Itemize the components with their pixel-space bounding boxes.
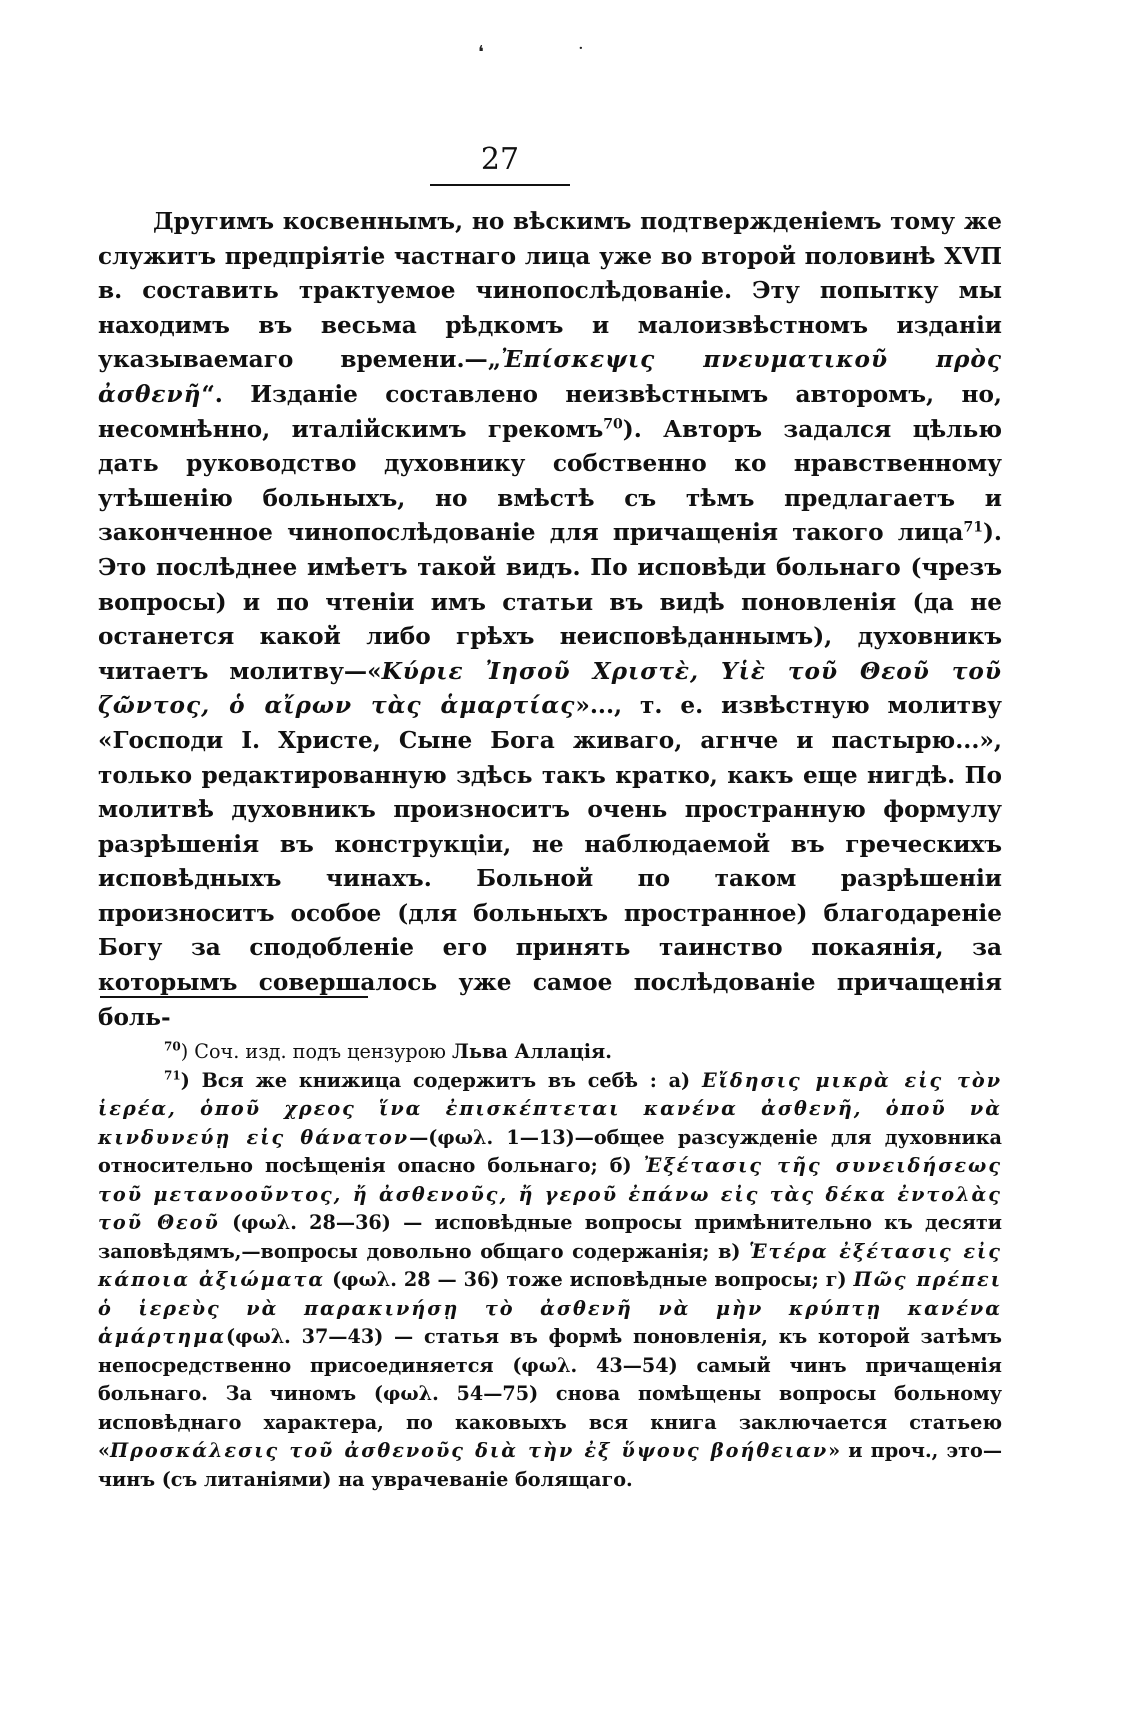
text-run: (φωλ. 28—36) — исповѣдные вопросы примѣнительно къ десяти заповѣдямъ,—вопросы довольно общаго содержанія; в) xyxy=(98,1211,1002,1263)
greek-quotation: Ἑτέρα ἐξέτασις εἰς κάποια ἀξιώματα xyxy=(98,1239,1002,1291)
text-run: Льва Аллація. xyxy=(452,1040,612,1063)
text-run: »..., т. е. извѣстную молитву «Господи І. Христе, Сыне Бога живаго, агнче и пастырю...», только редактированную здѣсь такъ кратко, какъ еще нигдѣ. По молитвѣ духовникъ произноситъ очень пространную формулу разрѣшенія въ конструкціи, не наблюдаемой въ греческихъ исповѣдныхъ чинахъ. Больной по таком разрѣшеніи произноситъ особое (для больныхъ пространное) благодареніе Богу за сподобленіе его принять таинство покаянія, за которымъ совершалось уже самое послѣдованіе причащенія боль- xyxy=(98,692,1002,1031)
footnote-separator xyxy=(100,996,368,998)
text-run: Другимъ косвеннымъ, но вѣскимъ подтвержденіемъ тому же служитъ предпріятіе частнаго лица уже во второй половинѣ XVП в. составить трактуемое чинопослѣдованіе. Эту попытку мы находимъ въ весьма рѣдкомъ и малоизвѣстномъ изданіи указываемаго времени.—„ xyxy=(98,208,1002,374)
footnote-reference: 70 xyxy=(603,415,623,432)
footnote-reference: 70 xyxy=(164,1039,181,1054)
greek-quotation: Εἴδησις μικρὰ εἰς τὸν ἱερέα, ὁποῦ χρεος ἵνα ἐπισκέπτεται κανένα ἀσθενῆ, ὁποῦ νὰ κινδυνεύῃ εἰς θάνατον xyxy=(98,1068,1003,1149)
text-run: —(φωλ. 1—13)—общее разсужденіе для духовника относительно посѣщенія опасно больнаго; б) xyxy=(98,1125,1002,1177)
page-number-rule xyxy=(430,184,570,186)
text-run: ) Соч. изд. подъ цензурою xyxy=(180,1040,453,1063)
greek-quotation: Πῶς πρέπει ὁ ἱερεὺς νὰ παρακινήσῃ τὸ ἀσθενῆ νὰ μὴν κρύπτῃ κανένα ἁμάρτημα xyxy=(98,1268,1003,1348)
greek-quotation: Ἐξέτασις τῆς συνειδήσεως τοῦ μετανοοῦντος, ἤ ἀσθενοῦς, ἤ γεροῦ ἐπάνω εἰς τὰς δέκα ἐντολὰς τοῦ Θεοῦ xyxy=(98,1154,1003,1234)
main-text xyxy=(98,205,1002,1035)
ink-speck: · xyxy=(578,38,584,59)
text-run: ). Это послѣднее имѣетъ такой видъ. По исповѣди больнаго (чрезъ вопросы) и по чтеніи имъ статьи въ видѣ поновленія (да не останется какой либо грѣхъ неисповѣданнымъ), духовникъ читаетъ молитву—« xyxy=(98,519,1002,685)
greek-quotation: Κύριε Ἰησοῦ Χριστὲ, Υἱὲ τοῦ Θεοῦ τοῦ ζῶντος, ὁ αἴρων τὰς ἁμαρτίας xyxy=(98,657,1002,720)
text-run: » и проч., это—чинъ (съ литаніями) на уврачеваніе болящаго. xyxy=(98,1439,1003,1491)
page-number: 27 xyxy=(480,142,520,177)
footnote xyxy=(98,1038,1002,1067)
greek-quotation: Προσκάλεσις τοῦ ἀσθενοῦς διὰ τὴν ἐξ ὕψους βοήθειαν xyxy=(110,1439,829,1462)
ink-speck: ❛ xyxy=(478,42,484,63)
text-run: “. Изданіе составлено неизвѣстнымъ авторомъ, но, несомнѣнно, италійскимъ грекомъ xyxy=(98,380,1002,443)
footnote-reference: 71 xyxy=(963,519,983,536)
text-run: (φωλ. 37—43) — статья въ формѣ поновленія, къ которой затѣмъ непосредственно присоединяется (φωλ. 43—54) самый чинъ причащенія больнаго. За чиномъ (φωλ. 54—75) снова помѣщены вопросы больному исповѣднаго характера, по каковыхъ вся книга заключается статьею « xyxy=(98,1325,1002,1462)
greek-quotation: Ἐπίσκεψις πνευματικοῦ πρὸς ἀσθενῆ xyxy=(98,346,1002,408)
footnote-reference: 71 xyxy=(164,1068,181,1083)
text-run: ) Вся же книжица содержитъ въ себѣ : а) xyxy=(180,1068,702,1092)
footnote xyxy=(98,1067,1002,1495)
footnotes xyxy=(98,1038,1002,1494)
text-run: (φωλ. 28 — 36) тоже исповѣдные вопросы; г) xyxy=(325,1268,854,1291)
body-paragraph xyxy=(98,205,1002,1035)
text-run: ). Авторъ задался цѣлью дать руководство духовнику собственно ко нравственному утѣшенію больныхъ, но вмѣстѣ съ тѣмъ предлагаетъ и законченное чинопослѣдованіе для причащенія такого лица xyxy=(98,415,1002,547)
